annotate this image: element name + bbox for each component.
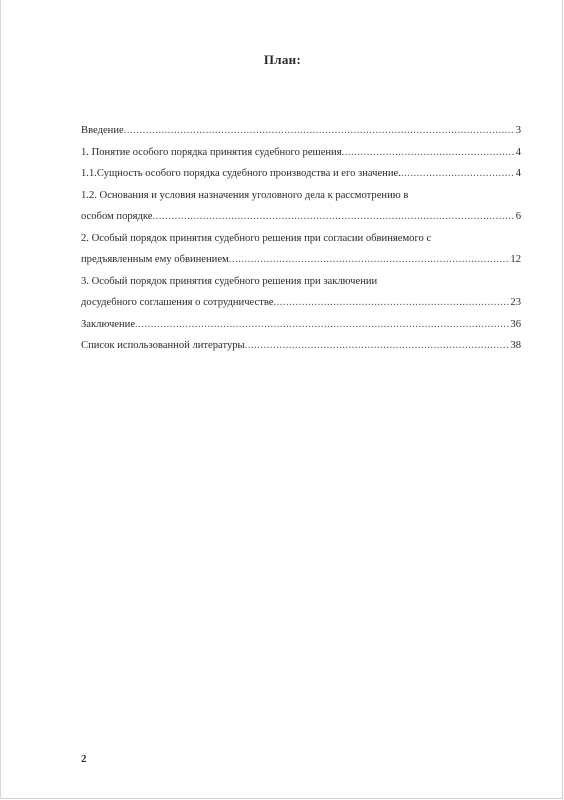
toc-entry-page: 23 <box>510 297 521 308</box>
toc-leader-dots <box>124 120 515 142</box>
toc-entry-chapter-3-first-line: 3. Особый порядок принятия судебного решения при заключении <box>81 275 378 287</box>
toc-entry-page: 12 <box>510 254 521 265</box>
toc-entry-page: 4 <box>515 146 521 158</box>
toc-leader-dots <box>245 335 510 357</box>
toc-entry-page: 4 <box>515 168 521 179</box>
toc-entry-label: Заключение <box>81 318 136 330</box>
toc-entry-page: 38 <box>510 340 521 351</box>
toc-leader-dots <box>401 163 515 185</box>
toc-entry-chapter-3 <box>81 292 521 314</box>
toc-leader-dots <box>273 292 509 314</box>
toc-entry-chapter-2 <box>81 249 521 271</box>
toc-entry-section-1-1 <box>81 163 521 185</box>
toc-entry-chapter-2-first-line: 2. Особый порядок принятия судебного решения при согласии обвиняемого с <box>81 232 432 244</box>
page-title: План: <box>263 52 302 67</box>
toc-entry-page: 36 <box>510 318 521 330</box>
toc-entry-label: досудебного соглашения о сотрудничестве <box>81 297 274 308</box>
toc-leader-dots <box>342 142 515 164</box>
toc-entry-chapter-1 <box>81 142 521 164</box>
toc-entry-label: особом порядке <box>81 211 153 222</box>
toc-leader-dots <box>135 314 509 336</box>
toc-leader-dots <box>229 249 510 271</box>
toc-entry-label: предъявленным ему обвинением <box>81 254 229 265</box>
toc-entry-conclusion <box>81 314 521 336</box>
toc-entry-introduction <box>81 120 521 142</box>
toc-entry-label: Список использованной литературы <box>81 340 245 351</box>
toc-entry-section-1-2 <box>81 206 521 228</box>
toc-entry-label: 1. Понятие особого порядка принятия судебного решения <box>81 146 342 158</box>
toc-entry-section-1-2-first-line: 1.2. Основания и условия назначения уголовного дела к рассмотрению в <box>81 189 409 201</box>
toc-leader-dots <box>153 206 515 228</box>
toc-entry-bibliography <box>81 335 521 357</box>
toc-entry-label: Введение <box>81 125 124 136</box>
page-number: 2 <box>81 753 87 765</box>
table-of-contents <box>81 120 521 357</box>
toc-entry-page: 3 <box>515 125 521 136</box>
toc-entry-page: 6 <box>515 211 521 222</box>
toc-entry-label: 1.1.Сущность особого порядка судебного производства и его значение. <box>81 168 401 179</box>
